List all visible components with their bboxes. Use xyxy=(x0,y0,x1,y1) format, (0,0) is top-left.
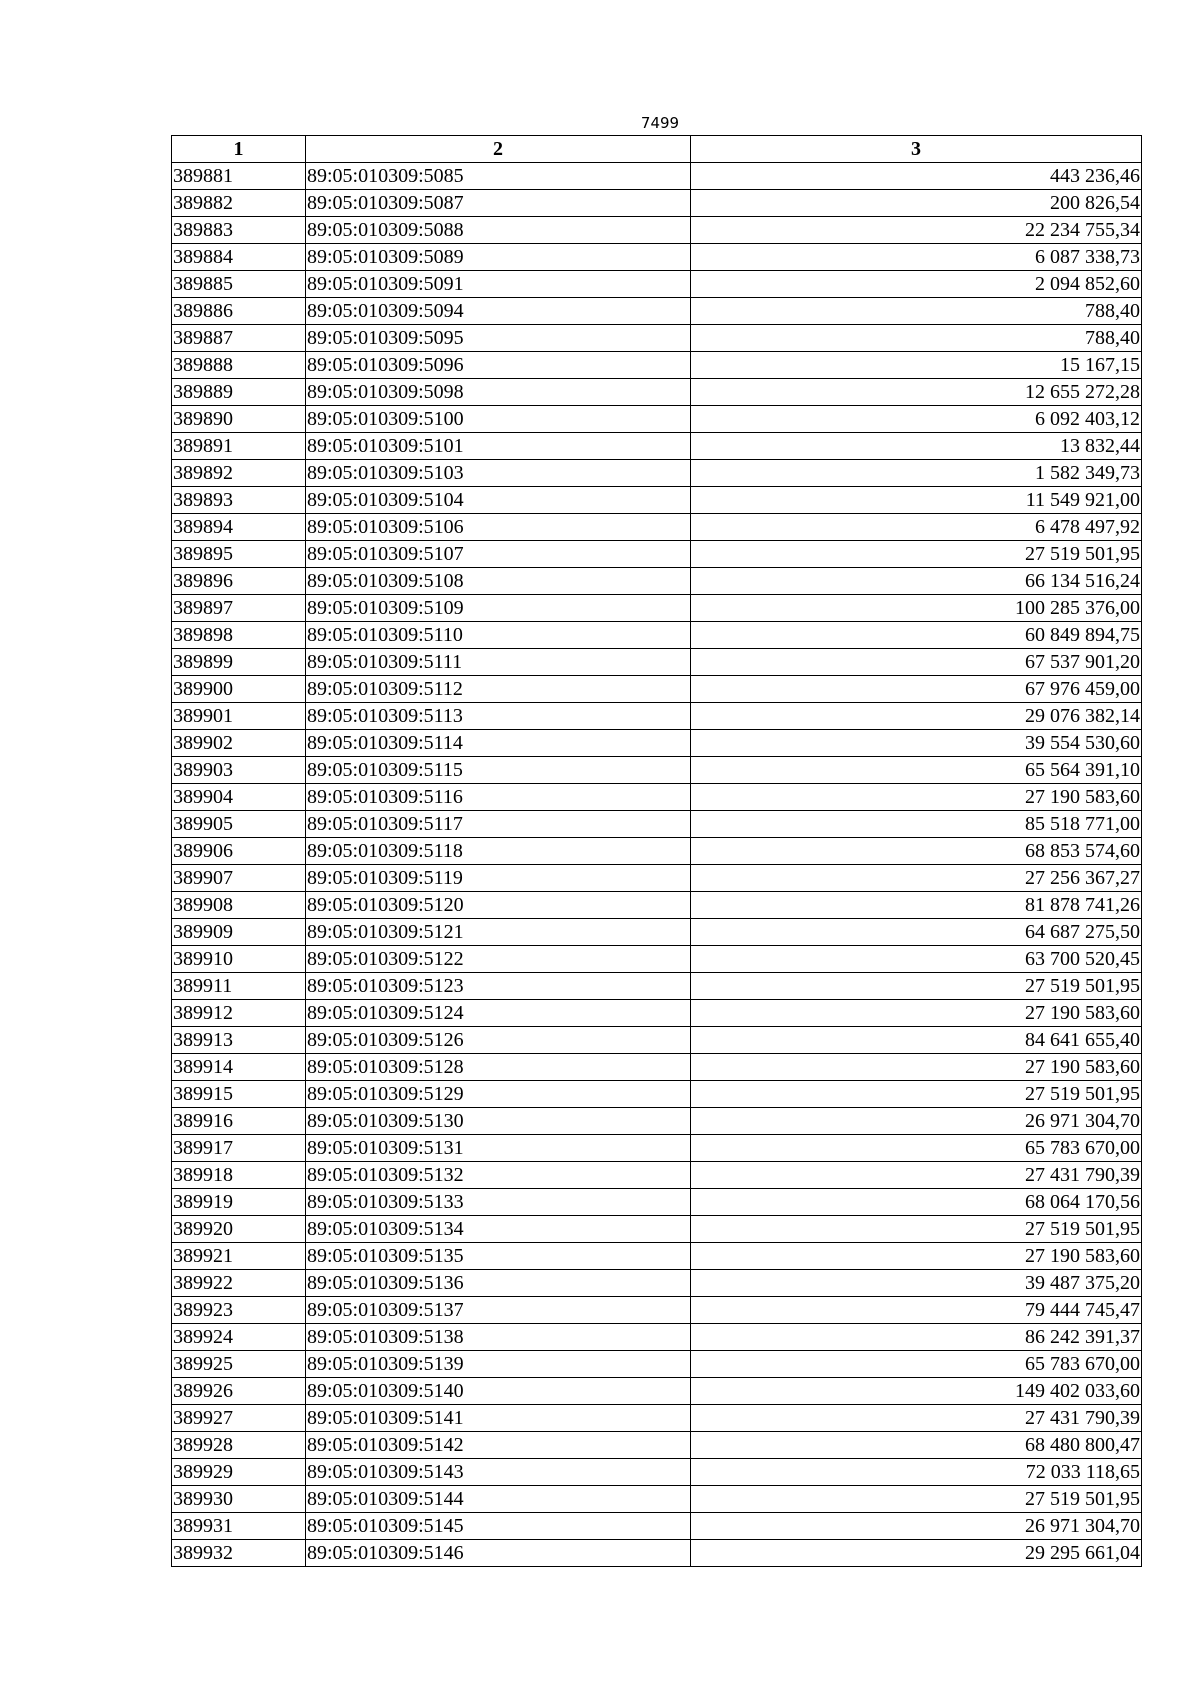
cadastral-number-cell: 89:05:010309:5146 xyxy=(306,1540,691,1567)
table-row xyxy=(172,514,1142,541)
value-cell: 68 480 800,47 xyxy=(691,1432,1142,1459)
row-number-cell: 389918 xyxy=(172,1162,306,1189)
row-number-cell: 389930 xyxy=(172,1486,306,1513)
table-row xyxy=(172,1459,1142,1486)
table-row xyxy=(172,1270,1142,1297)
row-number-cell: 389913 xyxy=(172,1027,306,1054)
row-number-cell: 389904 xyxy=(172,784,306,811)
cadastral-number-cell: 89:05:010309:5098 xyxy=(306,379,691,406)
cadastral-number-cell: 89:05:010309:5089 xyxy=(306,244,691,271)
row-number-cell: 389896 xyxy=(172,568,306,595)
cadastral-number-cell: 89:05:010309:5135 xyxy=(306,1243,691,1270)
row-number-cell: 389925 xyxy=(172,1351,306,1378)
table-row xyxy=(172,163,1142,190)
table-row xyxy=(172,1108,1142,1135)
table-row xyxy=(172,838,1142,865)
table-row xyxy=(172,1486,1142,1513)
row-number-cell: 389897 xyxy=(172,595,306,622)
table-row xyxy=(172,595,1142,622)
row-number-cell: 389892 xyxy=(172,460,306,487)
row-number-cell: 389919 xyxy=(172,1189,306,1216)
cadastral-number-cell: 89:05:010309:5096 xyxy=(306,352,691,379)
cadastral-number-cell: 89:05:010309:5126 xyxy=(306,1027,691,1054)
row-number-cell: 389906 xyxy=(172,838,306,865)
cadastral-number-cell: 89:05:010309:5100 xyxy=(306,406,691,433)
cadastral-number-cell: 89:05:010309:5129 xyxy=(306,1081,691,1108)
column-header-1: 1 xyxy=(172,136,306,163)
value-cell: 27 190 583,60 xyxy=(691,1000,1142,1027)
table-row xyxy=(172,784,1142,811)
row-number-cell: 389891 xyxy=(172,433,306,460)
table-row xyxy=(172,892,1142,919)
value-cell: 60 849 894,75 xyxy=(691,622,1142,649)
header-row xyxy=(172,136,1142,163)
table-row xyxy=(172,730,1142,757)
row-number-cell: 389920 xyxy=(172,1216,306,1243)
value-cell: 200 826,54 xyxy=(691,190,1142,217)
table-row xyxy=(172,946,1142,973)
value-cell: 2 094 852,60 xyxy=(691,271,1142,298)
value-cell: 1 582 349,73 xyxy=(691,460,1142,487)
cadastral-number-cell: 89:05:010309:5091 xyxy=(306,271,691,298)
row-number-cell: 389884 xyxy=(172,244,306,271)
table-body xyxy=(172,163,1142,1567)
cadastral-number-cell: 89:05:010309:5118 xyxy=(306,838,691,865)
cadastral-number-cell: 89:05:010309:5106 xyxy=(306,514,691,541)
cadastral-number-cell: 89:05:010309:5145 xyxy=(306,1513,691,1540)
registry-table xyxy=(171,135,1142,1567)
value-cell: 65 783 670,00 xyxy=(691,1351,1142,1378)
table-row xyxy=(172,244,1142,271)
cadastral-number-cell: 89:05:010309:5120 xyxy=(306,892,691,919)
cadastral-number-cell: 89:05:010309:5142 xyxy=(306,1432,691,1459)
cadastral-number-cell: 89:05:010309:5087 xyxy=(306,190,691,217)
row-number-cell: 389902 xyxy=(172,730,306,757)
table-row xyxy=(172,217,1142,244)
value-cell: 26 971 304,70 xyxy=(691,1513,1142,1540)
value-cell: 27 256 367,27 xyxy=(691,865,1142,892)
value-cell: 27 431 790,39 xyxy=(691,1162,1142,1189)
cadastral-number-cell: 89:05:010309:5138 xyxy=(306,1324,691,1351)
row-number-cell: 389910 xyxy=(172,946,306,973)
value-cell: 26 971 304,70 xyxy=(691,1108,1142,1135)
page-number: 7499 xyxy=(640,114,680,132)
value-cell: 68 853 574,60 xyxy=(691,838,1142,865)
table-row xyxy=(172,487,1142,514)
cadastral-number-cell: 89:05:010309:5134 xyxy=(306,1216,691,1243)
value-cell: 22 234 755,34 xyxy=(691,217,1142,244)
cadastral-number-cell: 89:05:010309:5113 xyxy=(306,703,691,730)
value-cell: 72 033 118,65 xyxy=(691,1459,1142,1486)
table-row xyxy=(172,1405,1142,1432)
row-number-cell: 389931 xyxy=(172,1513,306,1540)
row-number-cell: 389909 xyxy=(172,919,306,946)
cadastral-number-cell: 89:05:010309:5139 xyxy=(306,1351,691,1378)
table-row xyxy=(172,1297,1142,1324)
value-cell: 788,40 xyxy=(691,298,1142,325)
table-row xyxy=(172,352,1142,379)
cadastral-number-cell: 89:05:010309:5088 xyxy=(306,217,691,244)
cadastral-number-cell: 89:05:010309:5112 xyxy=(306,676,691,703)
row-number-cell: 389912 xyxy=(172,1000,306,1027)
cadastral-number-cell: 89:05:010309:5132 xyxy=(306,1162,691,1189)
value-cell: 149 402 033,60 xyxy=(691,1378,1142,1405)
table-header xyxy=(172,136,1142,163)
value-cell: 66 134 516,24 xyxy=(691,568,1142,595)
row-number-cell: 389889 xyxy=(172,379,306,406)
table-row xyxy=(172,1054,1142,1081)
table-row xyxy=(172,379,1142,406)
row-number-cell: 389885 xyxy=(172,271,306,298)
cadastral-number-cell: 89:05:010309:5107 xyxy=(306,541,691,568)
cadastral-number-cell: 89:05:010309:5144 xyxy=(306,1486,691,1513)
row-number-cell: 389881 xyxy=(172,163,306,190)
cadastral-number-cell: 89:05:010309:5140 xyxy=(306,1378,691,1405)
row-number-cell: 389887 xyxy=(172,325,306,352)
value-cell: 27 190 583,60 xyxy=(691,1054,1142,1081)
cadastral-number-cell: 89:05:010309:5104 xyxy=(306,487,691,514)
row-number-cell: 389911 xyxy=(172,973,306,1000)
table-row xyxy=(172,325,1142,352)
value-cell: 86 242 391,37 xyxy=(691,1324,1142,1351)
table-row xyxy=(172,1243,1142,1270)
value-cell: 39 554 530,60 xyxy=(691,730,1142,757)
value-cell: 65 783 670,00 xyxy=(691,1135,1142,1162)
value-cell: 6 087 338,73 xyxy=(691,244,1142,271)
cadastral-number-cell: 89:05:010309:5119 xyxy=(306,865,691,892)
table-row xyxy=(172,1189,1142,1216)
value-cell: 29 295 661,04 xyxy=(691,1540,1142,1567)
value-cell: 68 064 170,56 xyxy=(691,1189,1142,1216)
row-number-cell: 389926 xyxy=(172,1378,306,1405)
cadastral-number-cell: 89:05:010309:5101 xyxy=(306,433,691,460)
table-row xyxy=(172,1216,1142,1243)
value-cell: 27 190 583,60 xyxy=(691,1243,1142,1270)
row-number-cell: 389886 xyxy=(172,298,306,325)
value-cell: 27 431 790,39 xyxy=(691,1405,1142,1432)
value-cell: 11 549 921,00 xyxy=(691,487,1142,514)
row-number-cell: 389908 xyxy=(172,892,306,919)
cadastral-number-cell: 89:05:010309:5085 xyxy=(306,163,691,190)
value-cell: 27 519 501,95 xyxy=(691,1216,1142,1243)
value-cell: 85 518 771,00 xyxy=(691,811,1142,838)
table-row xyxy=(172,1135,1142,1162)
cadastral-number-cell: 89:05:010309:5130 xyxy=(306,1108,691,1135)
row-number-cell: 389888 xyxy=(172,352,306,379)
value-cell: 67 976 459,00 xyxy=(691,676,1142,703)
row-number-cell: 389924 xyxy=(172,1324,306,1351)
cadastral-number-cell: 89:05:010309:5121 xyxy=(306,919,691,946)
value-cell: 15 167,15 xyxy=(691,352,1142,379)
cadastral-number-cell: 89:05:010309:5111 xyxy=(306,649,691,676)
table-row xyxy=(172,1351,1142,1378)
value-cell: 13 832,44 xyxy=(691,433,1142,460)
cadastral-number-cell: 89:05:010309:5108 xyxy=(306,568,691,595)
value-cell: 39 487 375,20 xyxy=(691,1270,1142,1297)
column-header-2: 2 xyxy=(306,136,691,163)
table-row xyxy=(172,919,1142,946)
row-number-cell: 389916 xyxy=(172,1108,306,1135)
cadastral-number-cell: 89:05:010309:5123 xyxy=(306,973,691,1000)
row-number-cell: 389890 xyxy=(172,406,306,433)
table-row xyxy=(172,1324,1142,1351)
cadastral-number-cell: 89:05:010309:5128 xyxy=(306,1054,691,1081)
table-row xyxy=(172,271,1142,298)
cadastral-number-cell: 89:05:010309:5137 xyxy=(306,1297,691,1324)
table-row xyxy=(172,541,1142,568)
row-number-cell: 389932 xyxy=(172,1540,306,1567)
value-cell: 100 285 376,00 xyxy=(691,595,1142,622)
table-row xyxy=(172,649,1142,676)
table-row xyxy=(172,190,1142,217)
table-row xyxy=(172,1027,1142,1054)
table-row xyxy=(172,622,1142,649)
table-row xyxy=(172,460,1142,487)
value-cell: 65 564 391,10 xyxy=(691,757,1142,784)
cadastral-number-cell: 89:05:010309:5143 xyxy=(306,1459,691,1486)
row-number-cell: 389923 xyxy=(172,1297,306,1324)
row-number-cell: 389882 xyxy=(172,190,306,217)
row-number-cell: 389917 xyxy=(172,1135,306,1162)
cadastral-number-cell: 89:05:010309:5124 xyxy=(306,1000,691,1027)
row-number-cell: 389921 xyxy=(172,1243,306,1270)
table-row xyxy=(172,973,1142,1000)
row-number-cell: 389895 xyxy=(172,541,306,568)
table-row xyxy=(172,703,1142,730)
cadastral-number-cell: 89:05:010309:5110 xyxy=(306,622,691,649)
value-cell: 67 537 901,20 xyxy=(691,649,1142,676)
cadastral-number-cell: 89:05:010309:5141 xyxy=(306,1405,691,1432)
value-cell: 27 190 583,60 xyxy=(691,784,1142,811)
row-number-cell: 389905 xyxy=(172,811,306,838)
row-number-cell: 389927 xyxy=(172,1405,306,1432)
value-cell: 84 641 655,40 xyxy=(691,1027,1142,1054)
table-row xyxy=(172,568,1142,595)
value-cell: 12 655 272,28 xyxy=(691,379,1142,406)
row-number-cell: 389928 xyxy=(172,1432,306,1459)
table-row xyxy=(172,1540,1142,1567)
row-number-cell: 389883 xyxy=(172,217,306,244)
cadastral-number-cell: 89:05:010309:5122 xyxy=(306,946,691,973)
table-row xyxy=(172,676,1142,703)
row-number-cell: 389898 xyxy=(172,622,306,649)
cadastral-number-cell: 89:05:010309:5109 xyxy=(306,595,691,622)
value-cell: 29 076 382,14 xyxy=(691,703,1142,730)
cadastral-number-cell: 89:05:010309:5114 xyxy=(306,730,691,757)
row-number-cell: 389900 xyxy=(172,676,306,703)
table-row xyxy=(172,1432,1142,1459)
cadastral-number-cell: 89:05:010309:5136 xyxy=(306,1270,691,1297)
row-number-cell: 389907 xyxy=(172,865,306,892)
value-cell: 27 519 501,95 xyxy=(691,1486,1142,1513)
cadastral-number-cell: 89:05:010309:5103 xyxy=(306,460,691,487)
value-cell: 81 878 741,26 xyxy=(691,892,1142,919)
table-row xyxy=(172,1081,1142,1108)
row-number-cell: 389903 xyxy=(172,757,306,784)
cadastral-number-cell: 89:05:010309:5095 xyxy=(306,325,691,352)
row-number-cell: 389929 xyxy=(172,1459,306,1486)
value-cell: 27 519 501,95 xyxy=(691,973,1142,1000)
table-row xyxy=(172,298,1142,325)
row-number-cell: 389894 xyxy=(172,514,306,541)
table-row xyxy=(172,433,1142,460)
row-number-cell: 389922 xyxy=(172,1270,306,1297)
cadastral-number-cell: 89:05:010309:5094 xyxy=(306,298,691,325)
table-row xyxy=(172,1513,1142,1540)
table-row xyxy=(172,865,1142,892)
value-cell: 6 478 497,92 xyxy=(691,514,1142,541)
row-number-cell: 389899 xyxy=(172,649,306,676)
table-row xyxy=(172,406,1142,433)
cadastral-number-cell: 89:05:010309:5117 xyxy=(306,811,691,838)
value-cell: 6 092 403,12 xyxy=(691,406,1142,433)
value-cell: 79 444 745,47 xyxy=(691,1297,1142,1324)
row-number-cell: 389915 xyxy=(172,1081,306,1108)
cadastral-number-cell: 89:05:010309:5115 xyxy=(306,757,691,784)
value-cell: 443 236,46 xyxy=(691,163,1142,190)
value-cell: 27 519 501,95 xyxy=(691,1081,1142,1108)
row-number-cell: 389914 xyxy=(172,1054,306,1081)
table-row xyxy=(172,811,1142,838)
cadastral-number-cell: 89:05:010309:5131 xyxy=(306,1135,691,1162)
row-number-cell: 389893 xyxy=(172,487,306,514)
column-header-3: 3 xyxy=(691,136,1142,163)
value-cell: 27 519 501,95 xyxy=(691,541,1142,568)
value-cell: 63 700 520,45 xyxy=(691,946,1142,973)
cadastral-number-cell: 89:05:010309:5133 xyxy=(306,1189,691,1216)
table-row xyxy=(172,1378,1142,1405)
table-row xyxy=(172,1162,1142,1189)
row-number-cell: 389901 xyxy=(172,703,306,730)
cadastral-number-cell: 89:05:010309:5116 xyxy=(306,784,691,811)
table-row xyxy=(172,1000,1142,1027)
table-row xyxy=(172,757,1142,784)
value-cell: 788,40 xyxy=(691,325,1142,352)
value-cell: 64 687 275,50 xyxy=(691,919,1142,946)
